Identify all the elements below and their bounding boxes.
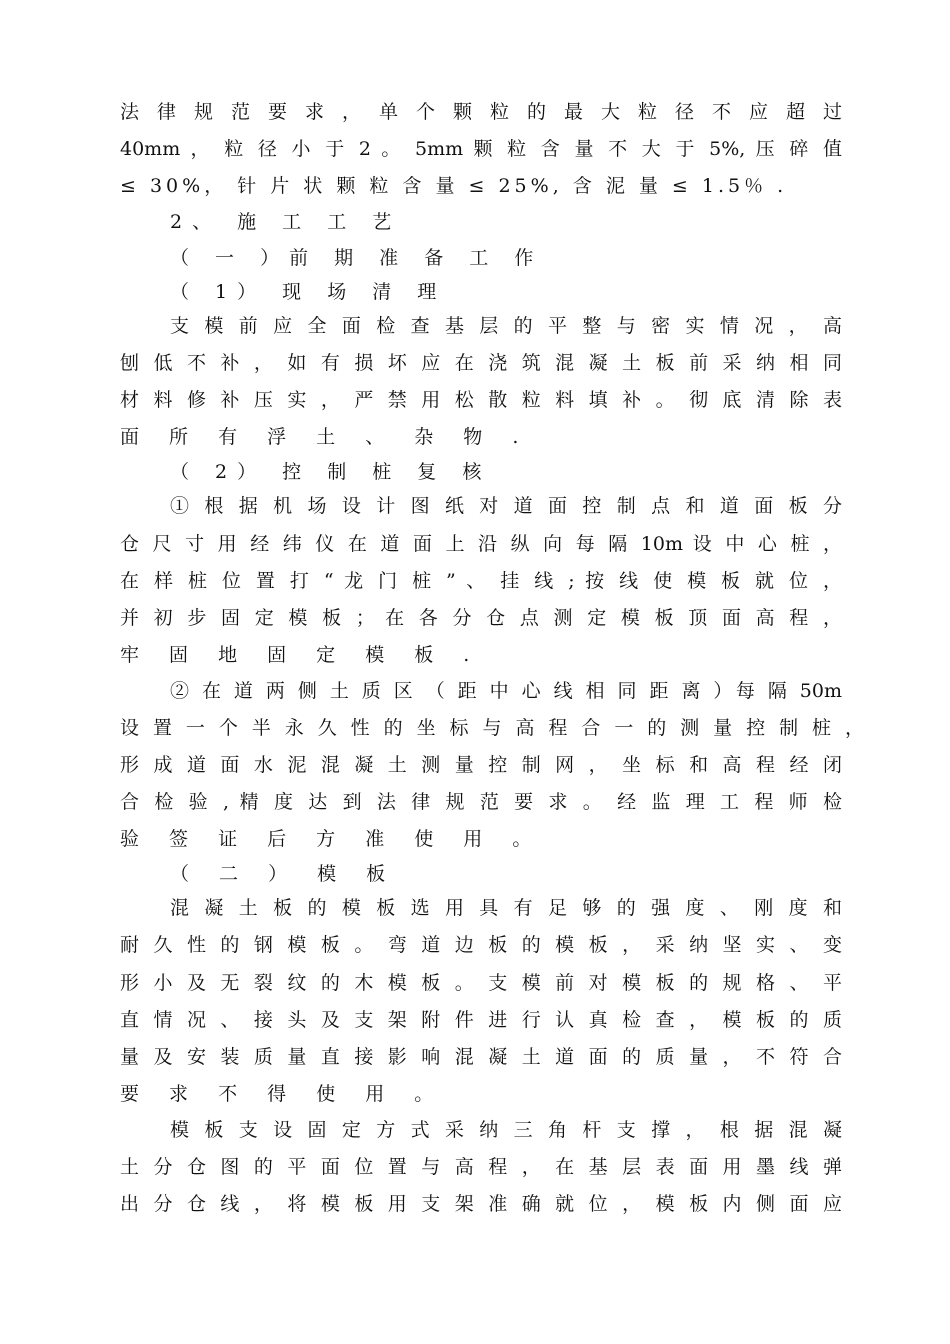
paragraph-last-line: 牢 固 地 固 定 模 板 . [120, 644, 482, 666]
text-line: 量 及 安 装 质 量 直 接 影 响 混 凝 土 道 面 的 质 量 ， 不 符 合 [120, 1046, 842, 1068]
text-line: 法 律 规 范 要 求 ， 单 个 颗 粒 的 最 大 粒 径 不 应 超 过 [120, 101, 842, 123]
text-line: 出 分 仓 线 ， 将 模 板 用 支 架 准 确 就 位 ， 模 板 内 侧 面 应 [120, 1193, 842, 1215]
text-line: 刨 低 不 补 ， 如 有 损 坏 应 在 浇 筑 混 凝 土 板 前 采 纳 相 同 [120, 352, 842, 374]
text-line: 设 置 一 个 半 永 久 性 的 坐 标 与 高 程 合 一 的 测 量 控 制 桩 ， [120, 717, 864, 739]
paragraph-last-line: 验 签 证 后 方 准 使 用 。 [120, 828, 544, 850]
text-line: 耐 久 性 的 钢 模 板 。 弯 道 边 板 的 模 板 ， 采 纳 坚 实 、 变 [120, 934, 842, 956]
text-line: 40mm ， 粒 径 小 于 2 。 5mm 颗 粒 含 量 不 大 于 5%, 压 碎 值 [120, 138, 842, 160]
subsection-heading: （ 二 ） 模 板 [170, 863, 398, 885]
paragraph-first-line: 混 凝 土 板 的 模 板 选 用 具 有 足 够 的 强 度 、 刚 度 和 [170, 897, 842, 919]
text-line: 仓 尺 寸 用 经 纬 仪 在 道 面 上 沿 纵 向 每 隔 10m 设 中 心 桩 ， [120, 533, 842, 555]
text-line: ≤ 30%， 针 片 状 颗 粒 含 量 ≤ 25%, 含 泥 量 ≤ 1.5％ . [120, 175, 788, 197]
paragraph-first-line: ② 在 道 两 侧 土 质 区 （ 距 中 心 线 相 同 距 离 ）每 隔 50m [170, 680, 842, 702]
text-line: 形 小 及 无 裂 纹 的 木 模 板 。 支 模 前 对 模 板 的 规 格 、 平 [120, 972, 842, 994]
text-line: 土 分 仓 图 的 平 面 位 置 与 高 程 ， 在 基 层 表 面 用 墨 线 弹 [120, 1156, 842, 1178]
item-heading: （ 1） 现 场 清 理 [170, 281, 447, 303]
paragraph-first-line: ① 根 据 机 场 设 计 图 纸 对 道 面 控 制 点 和 道 面 板 分 [170, 495, 842, 517]
paragraph-first-line: 支 模 前 应 全 面 检 查 基 层 的 平 整 与 密 实 情 况 ， 高 [170, 315, 842, 337]
text-line: 形 成 道 面 水 泥 混 凝 土 测 量 控 制 网 ， 坐 标 和 高 程 经 闭 [120, 754, 842, 776]
item-heading: （ 2） 控 制 桩 复 核 [170, 461, 492, 483]
section-heading: 2、 施 工 工 艺 [170, 211, 402, 233]
text-line: 在 样 桩 位 置 打 “ 龙 门 桩 ” 、 挂 线 ; 按 线 使 模 板 就 位 ， [120, 570, 842, 592]
paragraph-last-line: 面 所 有 浮 土 、 杂 物 . [120, 426, 531, 448]
text-line: 材 料 修 补 压 实 ， 严 禁 用 松 散 粒 料 填 补 。 彻 底 清 除 表 [120, 389, 842, 411]
text-line: 并 初 步 固 定 模 板 ； 在 各 分 仓 点 测 定 模 板 顶 面 高 程 ， [120, 607, 842, 629]
text-line: 合 检 验 , 精 度 达 到 法 律 规 范 要 求 。 经 监 理 工 程 师 检 [120, 791, 842, 813]
text-line: 直 情 况 、 接 头 及 支 架 附 件 进 行 认 真 检 查 ， 模 板 的 质 [120, 1009, 842, 1031]
paragraph-first-line: 模 板 支 设 固 定 方 式 采 纳 三 角 杆 支 撑 ， 根 据 混 凝 [170, 1119, 842, 1141]
paragraph-last-line: 要 求 不 得 使 用 。 [120, 1083, 446, 1105]
subsection-heading: （ 一 ）前 期 准 备 工 作 [170, 247, 544, 269]
